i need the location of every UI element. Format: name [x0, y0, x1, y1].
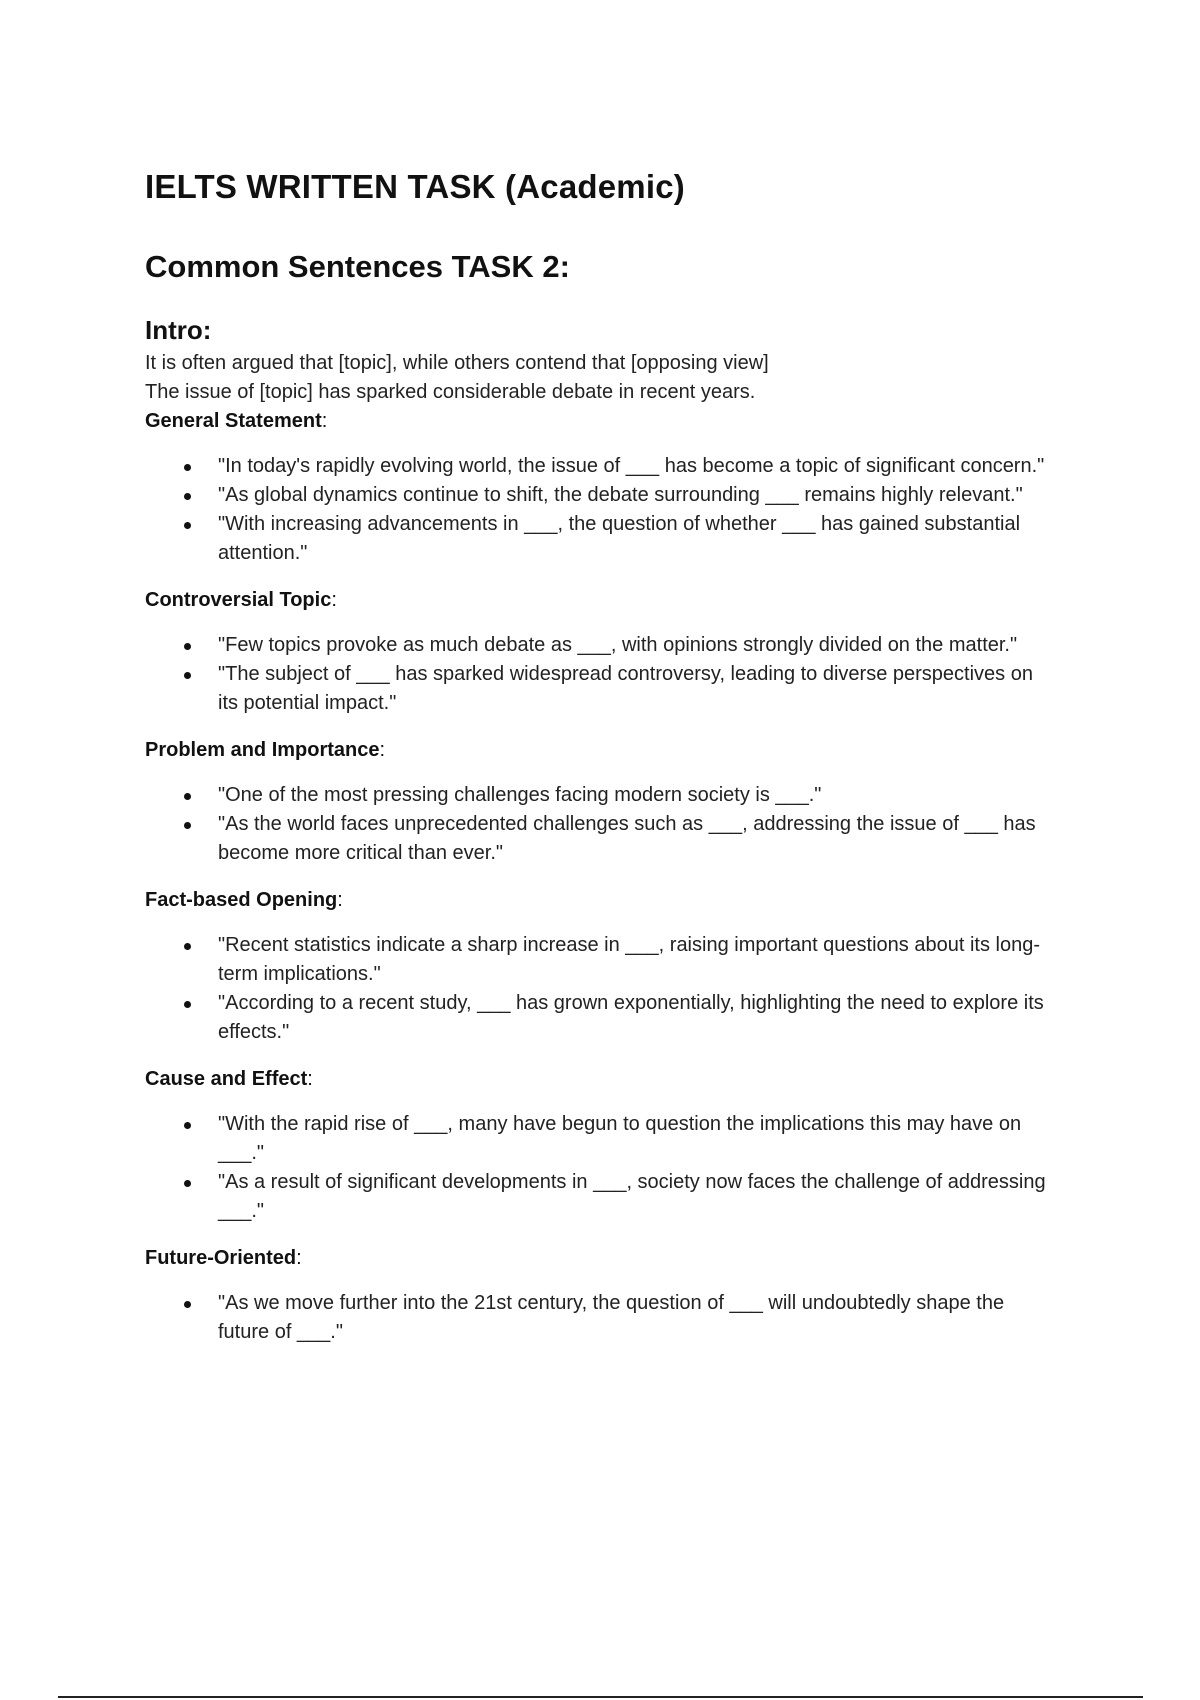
- list-item-text: "As a result of significant developments in ___, society now faces the challenge of addressing ___.": [218, 1171, 1046, 1222]
- list-item-text: "Recent statistics indicate a sharp increase in ___, raising important questions about its long-term implications.": [218, 934, 1040, 985]
- list-item-text: "As the world faces unprecedented challenges such as ___, addressing the issue of ___ has become more critical than ever.": [218, 813, 1036, 864]
- section-label: [145, 1065, 1065, 1094]
- section-label: [145, 886, 1065, 915]
- document-subtitle: Common Sentences TASK 2:: [145, 249, 570, 284]
- list-item-text: "One of the most pressing challenges facing modern society is ___.": [218, 784, 822, 806]
- list-item: [145, 452, 1048, 481]
- intro-line: The issue of [topic] has sparked considerable debate in recent years.: [145, 381, 756, 403]
- section-label: [145, 1244, 1065, 1273]
- list-item: [145, 931, 1048, 989]
- document-page: [145, 165, 1065, 1365]
- bullet-icon: [184, 943, 191, 950]
- section-label-colon: :: [321, 410, 328, 432]
- section-label: [145, 407, 1065, 436]
- list-item-text: "In today's rapidly evolving world, the issue of ___ has become a topic of significant concern.": [218, 455, 1045, 477]
- sentence-list: [145, 631, 1065, 718]
- list-item-text: "According to a recent study, ___ has grown exponentially, highlighting the need to explore its effects.": [218, 992, 1044, 1043]
- section-label-text: Future-Oriented: [145, 1247, 297, 1269]
- list-item-text: "With the rapid rise of ___, many have begun to question the implications this may have on ___.": [218, 1113, 1022, 1164]
- intro-line: It is often argued that [topic], while others contend that [opposing view]: [145, 352, 769, 374]
- bullet-icon: [184, 643, 191, 650]
- sentence-section: [145, 736, 1065, 868]
- bullet-icon: [184, 493, 191, 500]
- bullet-icon: [184, 522, 191, 529]
- list-item-text: "The subject of ___ has sparked widespread controversy, leading to diverse perspectives on its potential impact.": [218, 663, 1033, 714]
- footer-divider: [58, 1696, 1143, 1698]
- list-item-text: "With increasing advancements in ___, the question of whether ___ has gained substantial attention.": [218, 513, 1021, 564]
- section-label-text: General Statement: [145, 410, 322, 432]
- bullet-icon: [184, 822, 191, 829]
- section-label-text: Fact-based Opening: [145, 889, 338, 911]
- sentence-list: [145, 452, 1065, 568]
- sentence-sections: [145, 407, 1065, 1347]
- list-item: [145, 510, 1048, 568]
- sentence-section: [145, 407, 1065, 568]
- sentence-list: [145, 781, 1065, 868]
- sentence-section: [145, 886, 1065, 1047]
- bullet-icon: [184, 464, 191, 471]
- list-item: [145, 660, 1048, 718]
- bullet-icon: [184, 1301, 191, 1308]
- list-item-text: "As we move further into the 21st century, the question of ___ will undoubtedly shape the future of ___.": [218, 1292, 1005, 1343]
- intro-heading: Intro:: [145, 315, 212, 345]
- section-label-text: Cause and Effect: [145, 1068, 308, 1090]
- section-label: [145, 736, 1065, 765]
- document-title: IELTS WRITTEN TASK (Academic): [145, 168, 685, 205]
- section-label: [145, 586, 1065, 615]
- section-label-colon: :: [337, 889, 343, 911]
- sentence-list: [145, 931, 1065, 1047]
- list-item: [145, 989, 1048, 1047]
- sentence-list: [145, 1289, 1065, 1347]
- list-item: [145, 1168, 1048, 1226]
- section-label-colon: :: [331, 589, 337, 611]
- section-label-text: Controversial Topic: [145, 589, 332, 611]
- list-item-text: "As global dynamics continue to shift, the debate surrounding ___ remains highly relevant.": [218, 484, 1023, 506]
- sentence-section: [145, 1244, 1065, 1347]
- list-item: [145, 781, 1048, 810]
- sentence-section: [145, 1065, 1065, 1226]
- section-label-colon: :: [307, 1068, 313, 1090]
- list-item: [145, 631, 1048, 660]
- list-item-text: "Few topics provoke as much debate as ___, with opinions strongly divided on the matter.": [218, 634, 1018, 656]
- list-item: [145, 1289, 1048, 1347]
- list-item: [145, 1110, 1048, 1168]
- list-item: [145, 810, 1048, 868]
- section-label-colon: :: [296, 1247, 302, 1269]
- section-label-text: Problem and Importance: [145, 739, 380, 761]
- sentence-list: [145, 1110, 1065, 1226]
- bullet-icon: [184, 1001, 191, 1008]
- bullet-icon: [184, 793, 191, 800]
- list-item: [145, 481, 1048, 510]
- bullet-icon: [184, 672, 191, 679]
- sentence-section: [145, 586, 1065, 718]
- bullet-icon: [184, 1180, 191, 1187]
- bullet-icon: [184, 1122, 191, 1129]
- section-label-colon: :: [379, 739, 386, 761]
